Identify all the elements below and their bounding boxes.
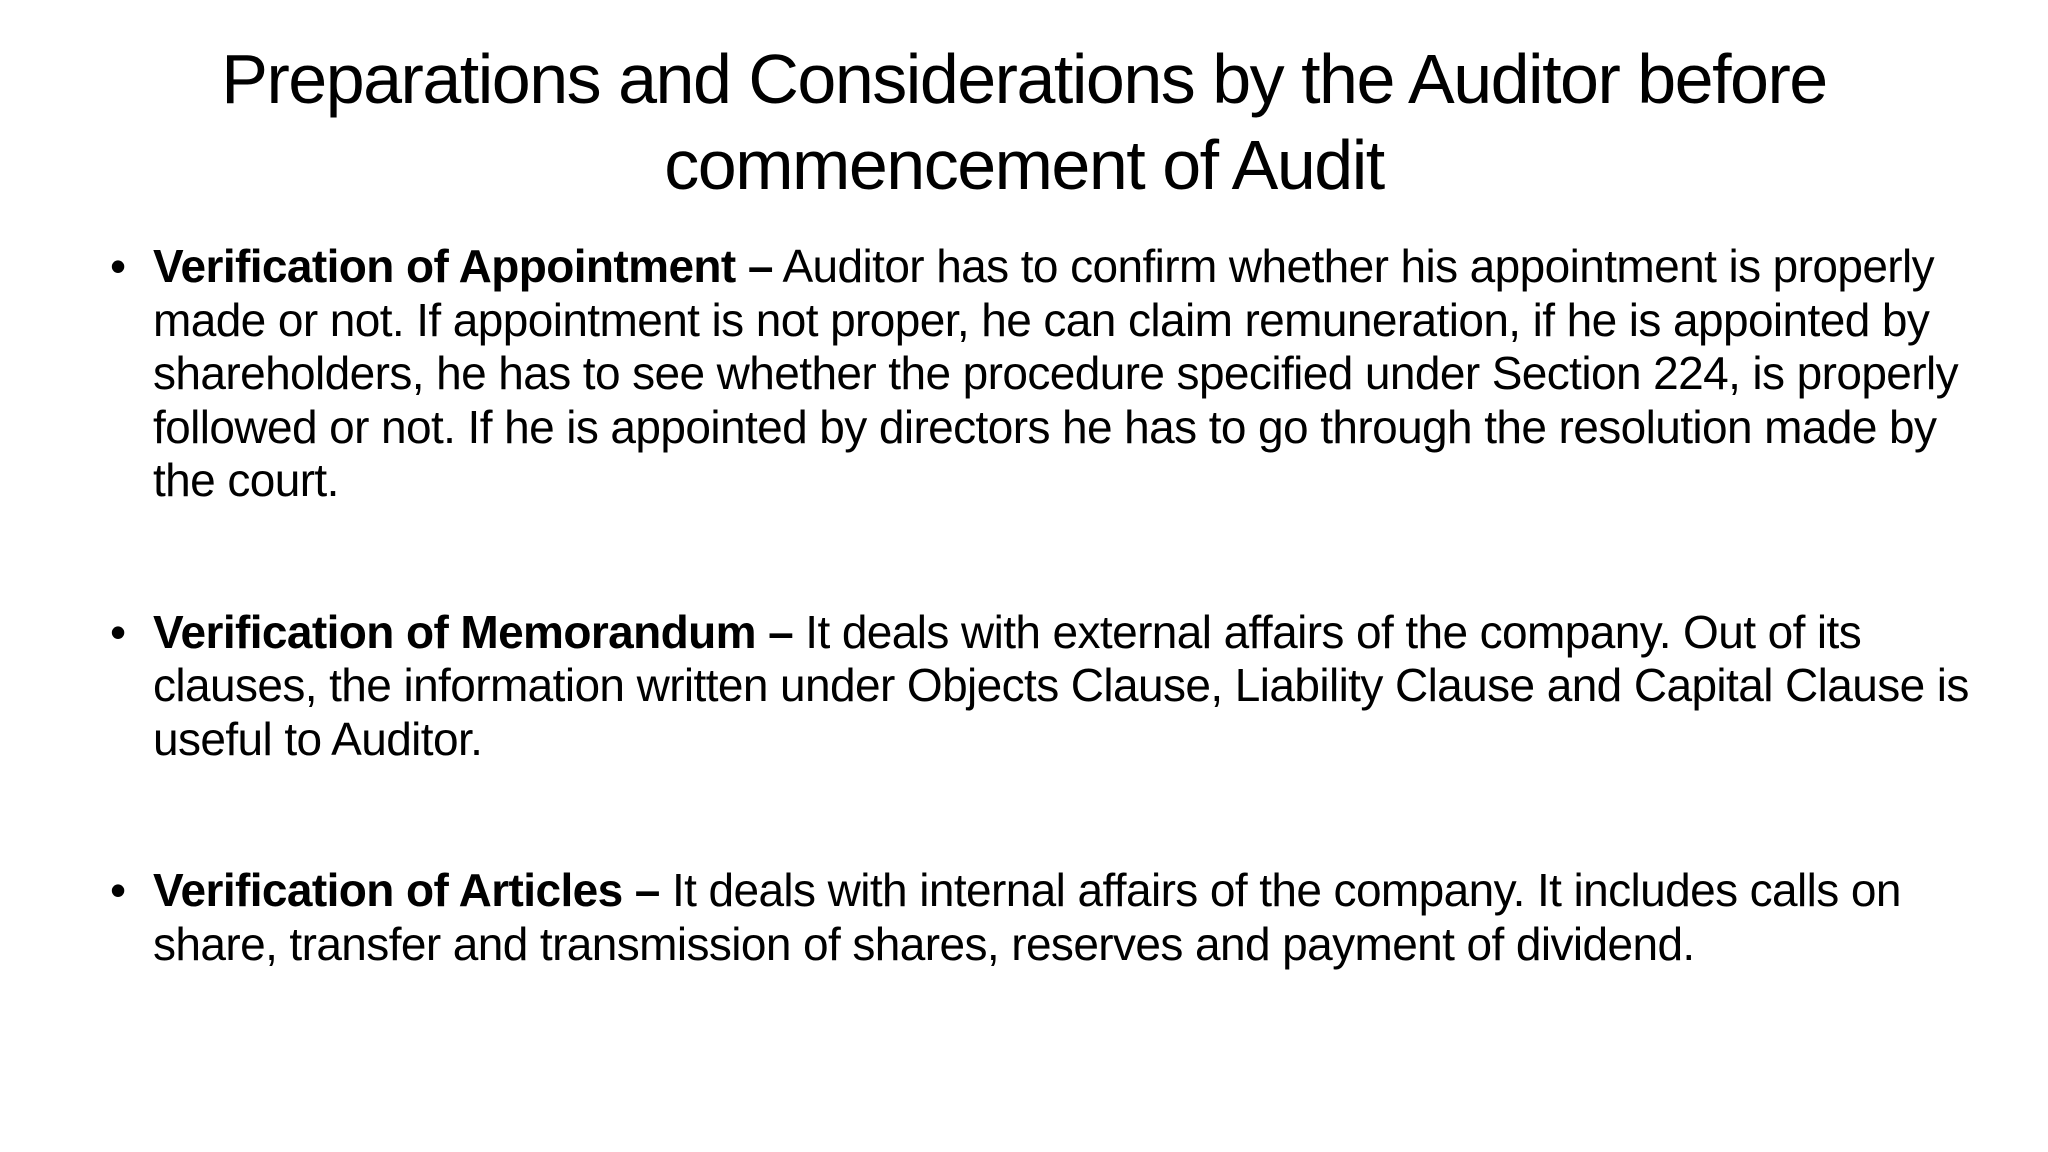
slide-title bbox=[140, 36, 1908, 208]
slide-title-line-1: Preparations and Considerations by the Auditor before bbox=[221, 40, 1827, 118]
bullet-heading: Verification of Articles – bbox=[153, 864, 660, 916]
bullet-text: It deals with internal affairs of the company. It includes calls on share, transfer and transmission of shares, reserves and payment of dividend. bbox=[153, 864, 1901, 970]
bullet-verification-of-articles bbox=[110, 864, 1970, 971]
bullet-heading: Verification of Appointment – bbox=[153, 240, 773, 292]
bullet-dot-icon: • bbox=[110, 864, 126, 916]
bullet-heading: Verification of Memorandum – bbox=[153, 605, 794, 658]
bullet-dot-icon: • bbox=[110, 605, 126, 658]
bullet-verification-of-memorandum bbox=[110, 606, 1970, 767]
bullet-dot-icon: • bbox=[110, 240, 126, 292]
slide-title-line-2: commencement of Audit bbox=[664, 126, 1384, 204]
bullet-text: It deals with external affairs of the company. Out of its clauses, the information written under Objects Clause, Liability Clause and Capital Clause is useful to Auditor. bbox=[153, 605, 1969, 765]
bullet-verification-of-appointment bbox=[110, 240, 1970, 508]
bullet-text: Auditor has to confirm whether his appointment is properly made or not. If appointment is not proper, he can claim remuneration, if he is appointed by shareholders, he has to see whether the procedure specified under Section 224, is properly followed or not. If he is appointed by directors he has to go through the resolution made by the court. bbox=[153, 240, 1959, 506]
bullet-list bbox=[110, 240, 1970, 971]
